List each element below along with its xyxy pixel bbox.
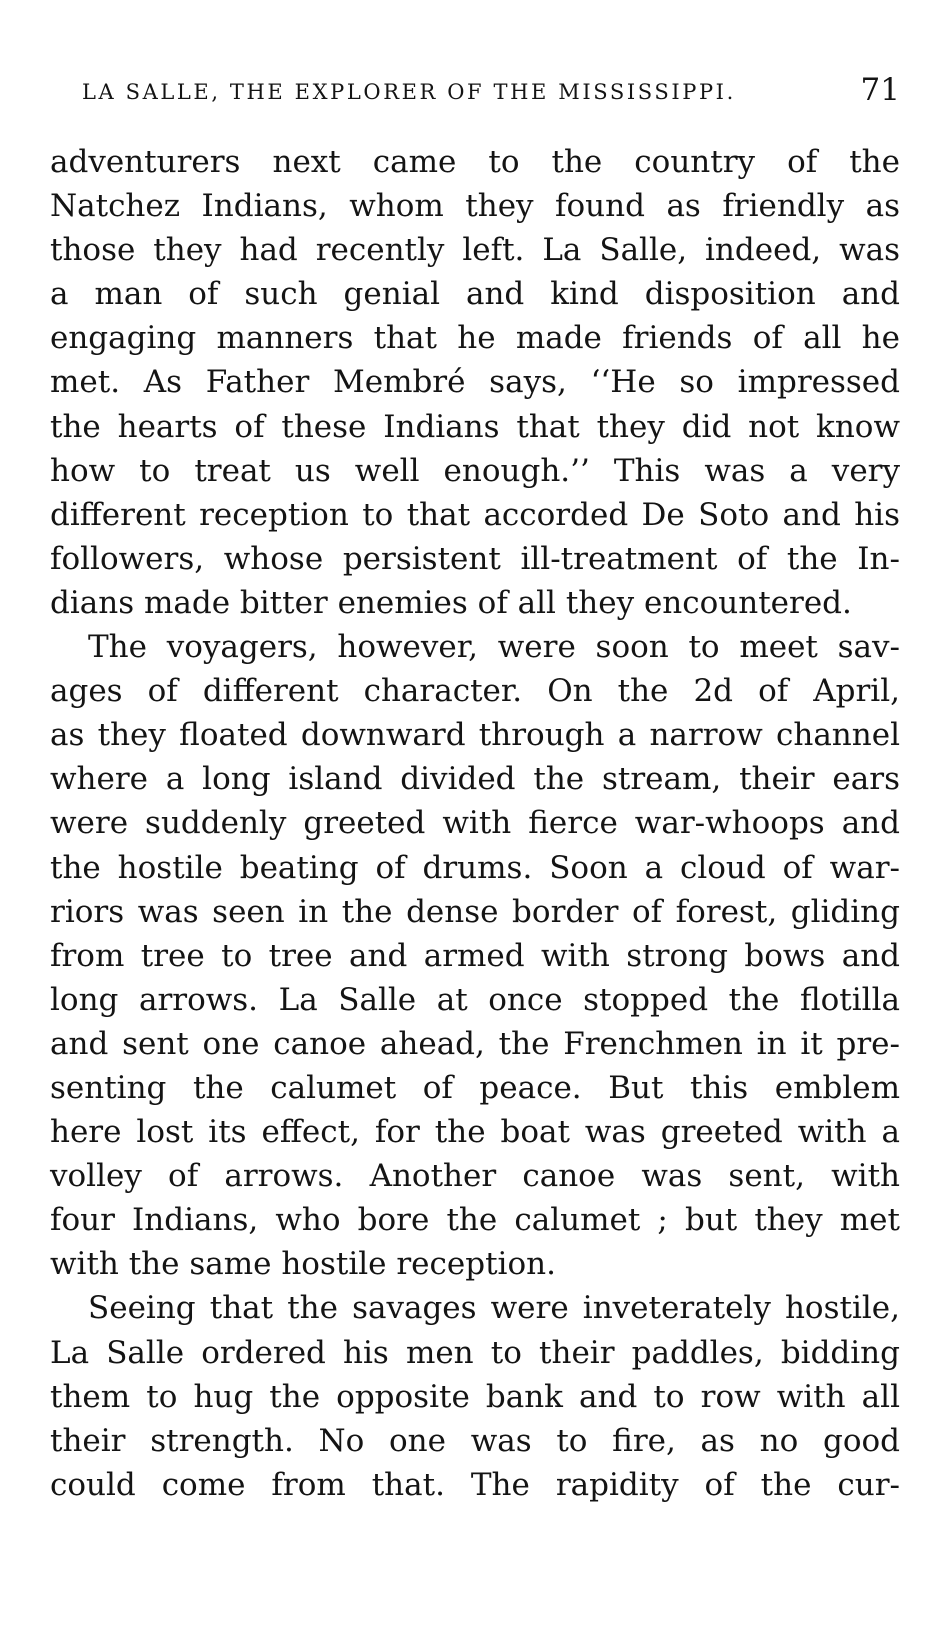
text-line: different reception to that accorded De Soto and his (50, 496, 900, 533)
page-number: 71 (860, 72, 900, 108)
paragraph-2 (50, 625, 900, 1286)
text-line: where a long island divided the stream, their ears (50, 761, 900, 798)
text-line: four Indians, who bore the calumet ; but they met (50, 1202, 900, 1239)
text-line: were suddenly greeted with fierce war-whoops and (50, 805, 900, 842)
text-line: with the same hostile reception. (50, 1246, 556, 1283)
text-line: from tree to tree and armed with strong bows and (50, 937, 900, 974)
text-line: engaging manners that he made friends of all he (50, 320, 900, 357)
text-line: ages of different character. On the 2d of April, (50, 673, 900, 710)
text-line: volley of arrows. Another canoe was sent, with (50, 1158, 900, 1195)
text-line: The voyagers, however, were soon to meet sav- (88, 629, 900, 666)
text-line: adventurers next came to the country of the (50, 144, 900, 180)
text-line: long arrows. La Salle at once stopped the flotilla (50, 981, 900, 1018)
text-line: and sent one canoe ahead, the Frenchmen in it pre- (50, 1025, 900, 1062)
text-line: met. As Father Membré says, ‘‘He so impressed (50, 364, 900, 401)
text-line: senting the calumet of peace. But this emblem (50, 1069, 900, 1106)
body-text (50, 140, 900, 1507)
running-title: LA SALLE, THE EXPLORER OF THE MISSISSIPPI. (82, 80, 736, 104)
text-line: them to hug the opposite bank and to row with all (50, 1378, 900, 1415)
text-line: followers, whose persistent ill-treatment of the In- (50, 540, 900, 577)
text-line: Seeing that the savages were inveterately hostile, (88, 1290, 900, 1327)
running-head (50, 70, 900, 110)
text-line: dians made bitter enemies of all they encountered. (50, 584, 852, 621)
text-line: here lost its effect, for the boat was greeted with a (50, 1114, 900, 1151)
text-line: Natchez Indians, whom they found as friendly as (50, 188, 900, 225)
text-line: a man of such genial and kind disposition and (50, 276, 900, 313)
text-line: their strength. No one was to fire, as no good (50, 1422, 900, 1459)
text-line: the hearts of these Indians that they did not know (50, 408, 900, 445)
text-line: the hostile beating of drums. Soon a cloud of war- (50, 849, 900, 886)
text-line: riors was seen in the dense border of forest, gliding (50, 893, 900, 930)
paragraph-3 (50, 1286, 900, 1506)
text-line: how to treat us well enough.’’ This was a very (50, 452, 900, 489)
text-line: as they floated downward through a narrow channel (50, 717, 900, 754)
text-line: those they had recently left. La Salle, indeed, was (50, 232, 900, 269)
text-line: could come from that. The rapidity of the cur- (50, 1466, 900, 1503)
text-line: La Salle ordered his men to their paddles, bidding (50, 1334, 900, 1371)
paragraph-1 (50, 140, 900, 625)
